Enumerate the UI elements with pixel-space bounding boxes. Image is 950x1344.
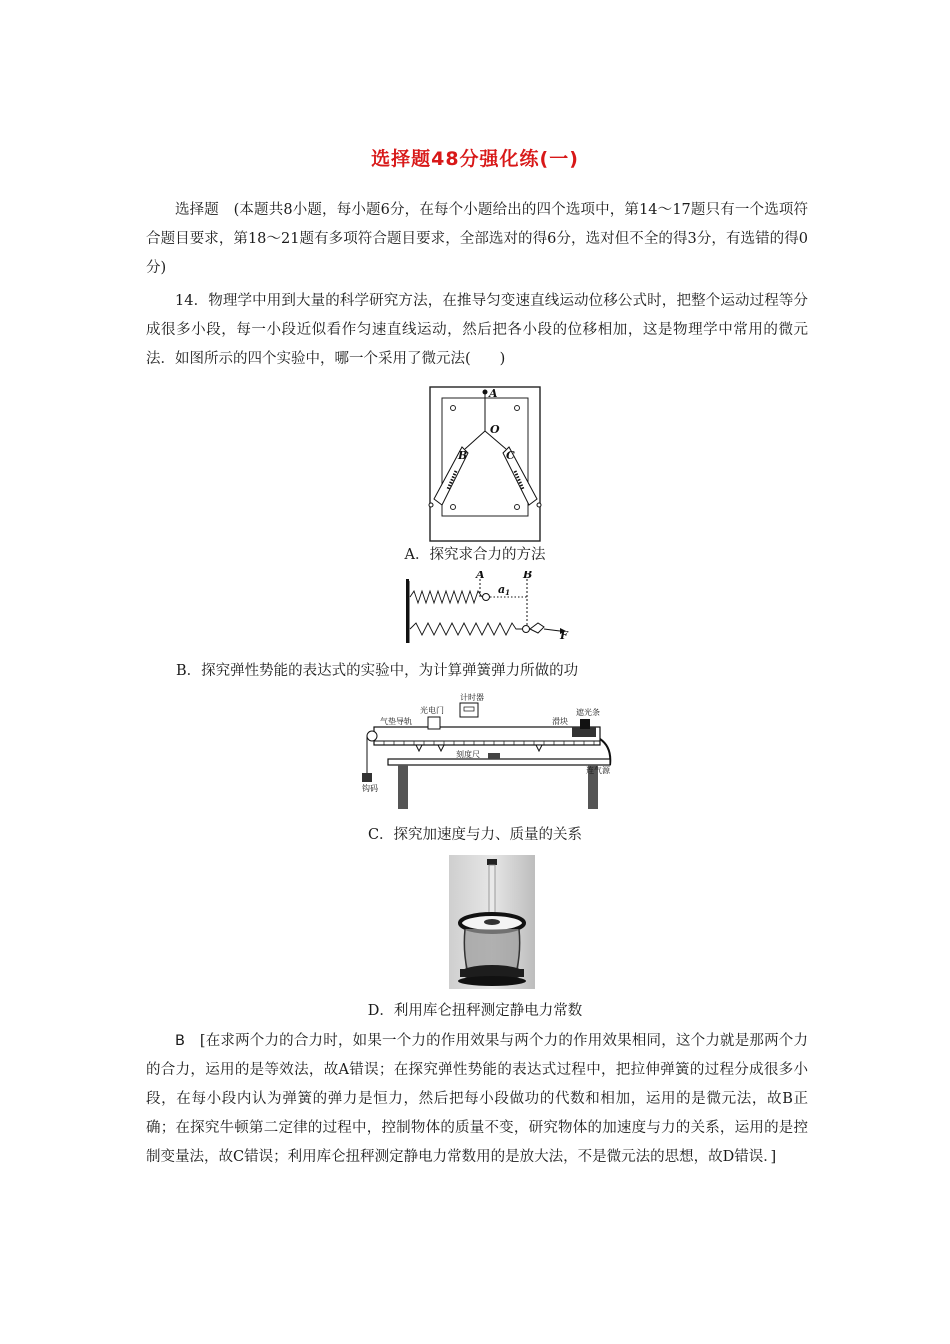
label-hook-weight: 钩码 (362, 784, 378, 793)
question-number: 14． (175, 293, 209, 309)
option-a-caption: A．探究求合力的方法 (404, 547, 546, 563)
label-photogate: 光电门 (420, 706, 444, 715)
answer-explanation-text: [在求两个力的合力时，如果一个力的作用效果与两个力的作用效果相同，这个力就是那两个力的合力，运用的是等效法，故A错误；在探究弹性势能的表达式过程中，把拉伸弹簧的过程分成很多小段，在每小段内认为弹簧的弹力是恒力，然后把每小段做功的代数和相加，运用的是微元法，故B正确；在探究牛顿第二定律的过程中，控制物体的质量不变，研究物体的加速度与力的关系，运用的是控制变量法，故C错误；利用库仑扭秤测定静电力常数用的是放大法，不是微元法的思想，故D错误．] (146, 1033, 808, 1165)
label-b: B (523, 571, 533, 581)
label-a: A (476, 571, 485, 581)
label-a1-subscript: 1 (505, 588, 511, 597)
label-ruler: 刻度尺 (456, 750, 480, 759)
label-a1 (498, 583, 510, 597)
instructions-text: 选择题 (本题共8小题，每小题6分，在每个小题给出的四个选项中，第14～17题只有一个选项符合题目要求，第18～21题有多项符合题目要求，全部选对的得6分，选对但不全的得3分，有选错的得0分) (146, 202, 808, 276)
figure-b-spring (402, 571, 572, 645)
figure-c-air-track (356, 691, 618, 811)
question-14 (146, 287, 808, 374)
option-d-caption: D．利用库仑扭秤测定静电力常数 (367, 1003, 583, 1019)
label-timer: 计时器 (460, 693, 484, 702)
figure-a-force-board (426, 385, 544, 543)
label-c: C (506, 449, 515, 462)
question-text: 物理学中用到大量的科学研究方法，在推导匀变速直线运动位移公式时，把整个运动过程等分成很多小段，每一小段近似看作匀速直线运动，然后把各小段的位移相加，这是物理学中常用的微元法．如图所示的四个实验中，哪一个采用了微元法( ) (146, 293, 808, 367)
label-o: O (490, 423, 500, 436)
figure-d-torsion-balance-photo (449, 855, 535, 989)
label-air-track: 气垫导轨 (380, 717, 412, 726)
option-c-caption: C．探究加速度与力、质量的关系 (367, 827, 583, 843)
answer-explanation (146, 1027, 808, 1172)
label-air-source: 连气源 (586, 766, 610, 775)
section-instructions (146, 196, 808, 283)
label-shade-strip: 遮光条 (576, 708, 600, 717)
label-b: B (458, 449, 468, 462)
page-title: 选择题48分强化练(一) (371, 148, 579, 170)
answer-choice: B (175, 1033, 185, 1049)
label-a1-base: a (498, 583, 506, 596)
label-a: A (489, 387, 498, 400)
label-f: F (560, 629, 568, 642)
answer-text (146, 1027, 808, 1172)
label-slider: 滑块 (552, 717, 568, 726)
question-stem (146, 287, 808, 374)
option-b-caption: B．探究弹性势能的表达式的实验中，为计算弹簧弹力所做的功 (176, 663, 579, 679)
